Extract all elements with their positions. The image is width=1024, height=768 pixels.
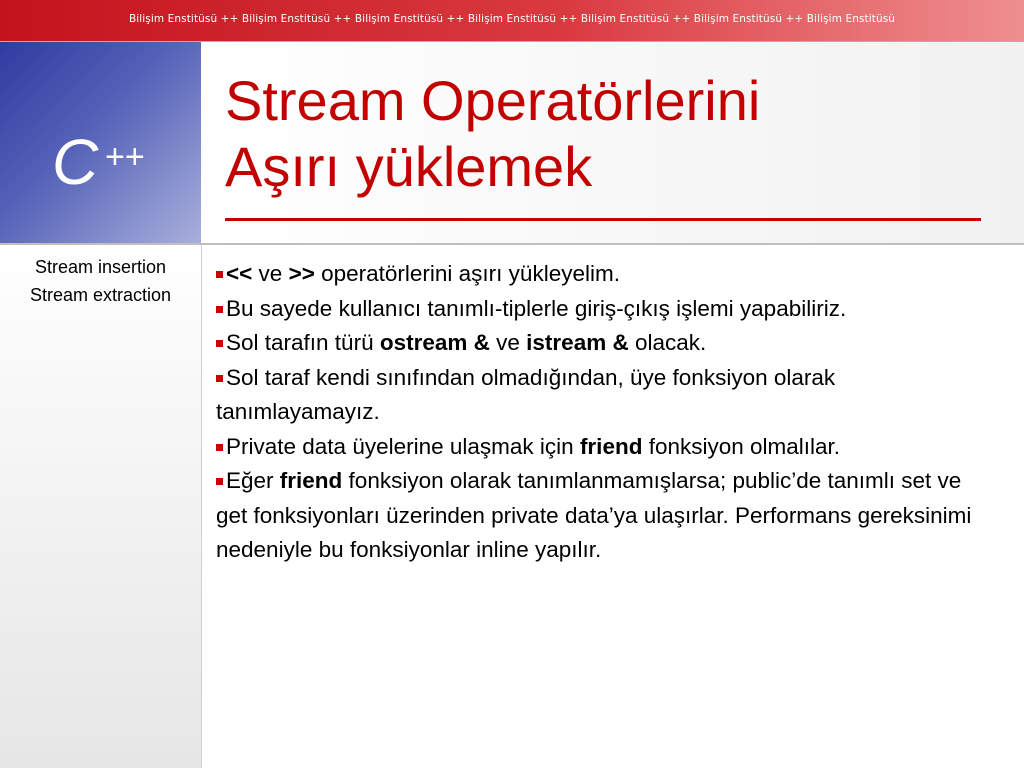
bullet-item bbox=[216, 464, 976, 568]
bullet-text: Sol tarafın türü bbox=[226, 330, 380, 355]
bullet-item bbox=[216, 430, 976, 465]
logo-letter: C bbox=[52, 126, 99, 198]
bullet-text: ve bbox=[489, 330, 527, 355]
side-panel bbox=[0, 245, 202, 768]
bullet-text-bold: friend bbox=[579, 433, 643, 459]
bullet-text: Private data üyelerine ulaşmak için bbox=[226, 433, 580, 459]
bullet-text: Bu sayede kullanıcı tanımlı-tiplerle giriş-çıkış işlemi yapabiliriz. bbox=[226, 295, 847, 321]
bullet-text: fonksiyon olarak tanımlanmamışlarsa; public’de tanımlı set ve get fonksiyonları üzerinden private data’ya ulaşırlar. Performans gereksinimi nedeniyle bu fonksiyonlar inline yapılır. bbox=[216, 468, 972, 562]
bullet-text: Eğer bbox=[226, 468, 280, 493]
header-band bbox=[0, 0, 1024, 42]
bullet-item bbox=[216, 257, 976, 292]
bullet-text: Sol taraf kendi sınıfından olmadığından, üye fonksiyon olarak tanımlayamayız. bbox=[216, 364, 836, 424]
bullet-square-icon bbox=[216, 375, 223, 382]
bullet-item bbox=[216, 361, 976, 430]
bullet-square-icon bbox=[216, 306, 223, 313]
bullet-text-bold: << bbox=[226, 261, 253, 286]
cpp-logo bbox=[0, 42, 201, 243]
slide-title-line-1: Stream Operatörlerini bbox=[225, 69, 761, 132]
side-topic-item: Stream insertion bbox=[34, 257, 167, 277]
bullet-square-icon bbox=[216, 478, 223, 485]
bullet-item bbox=[216, 326, 976, 361]
bullet-text-bold: >> bbox=[288, 261, 315, 286]
bullet-text: olacak. bbox=[628, 330, 707, 355]
side-topic-item: Stream extraction bbox=[29, 285, 172, 305]
header-band-text: Bilişim Enstitüsü ++ Bilişim Enstitüsü ++ Bilişim Enstitüsü ++ Bilişim Enstitüsü ++ Bilişim Enstitüsü ++ Bilişim Enstitüsü ++ Bilişim Enstitüsü bbox=[128, 13, 896, 25]
bullet-text: operatörlerini aşırı yükleyelim. bbox=[314, 261, 620, 286]
title-area bbox=[203, 42, 1024, 243]
bullet-list bbox=[216, 257, 976, 568]
side-topic-list bbox=[0, 253, 201, 309]
bullet-square-icon bbox=[216, 444, 223, 451]
bullet-text: fonksiyon olmalılar. bbox=[642, 433, 841, 459]
slide-title-line-2: Aşırı yüklemek bbox=[225, 135, 593, 198]
bullet-square-icon bbox=[216, 271, 223, 278]
bullet-text-bold: ostream & bbox=[379, 330, 490, 355]
logo-suffix: ++ bbox=[105, 138, 145, 176]
bullet-square-icon bbox=[216, 340, 223, 347]
bullet-text-bold: istream & bbox=[526, 330, 629, 355]
bullet-text: ve bbox=[252, 261, 289, 286]
slide-title bbox=[225, 68, 1005, 200]
title-underline bbox=[225, 218, 981, 221]
bullet-text-bold: friend bbox=[279, 468, 343, 493]
bullet-item bbox=[216, 292, 976, 327]
